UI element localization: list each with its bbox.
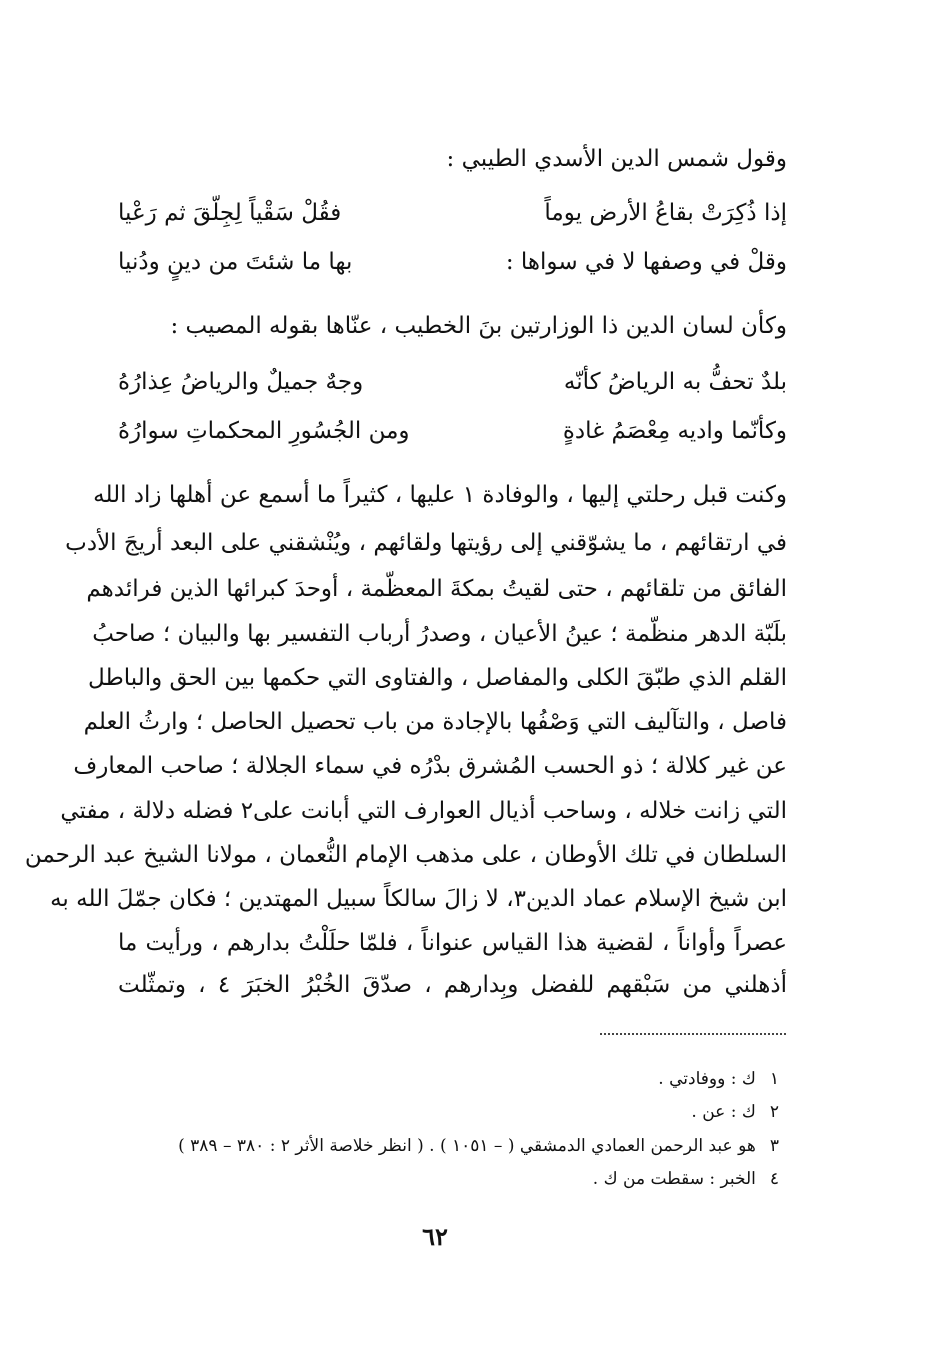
paragraph-line: عصراً وأواناً ، لقضية هذا القياس عنواناً ، فلمّا حلَلْتُ بدارهم ، ورأيت ما	[118, 930, 787, 956]
paragraph-line: السلطان في تلك الأوطان ، على مذهب الإمام النُّعمان ، مولانا الشيخ عبد الرحمن	[24, 842, 787, 868]
footnote-number: ٤	[769, 1169, 779, 1189]
footnote-separator	[600, 1033, 786, 1035]
verse-first-hemistich: بلدٌ تحفُّ به الرياضُ كأنّه	[563, 369, 787, 395]
footnote	[658, 1067, 779, 1091]
paragraph-line: في ارتقائهم ، ما يشوّقني إلى رؤيتها ولقائهم ، ويُنْشقني على البعد أريجَ الأدب	[65, 530, 787, 556]
footnote-text: هو عبد الرحمن العمادي الدمشقي ( – ١٠٥١ ) . ( انظر خلاصة الأثر ٢ : ٣٨٠ – ٣٨٩ )	[178, 1136, 756, 1156]
verse-line	[118, 365, 787, 399]
verse-line	[118, 414, 787, 448]
intro-line-1: وقول شمس الدين الأسدي الطيبي :	[446, 146, 787, 172]
paragraph-line: عن غير كلالة ؛ ذو الحسب المُشرق بدْرُه في سماء الجلالة ؛ صاحب المعارف	[73, 753, 787, 779]
intro-line-2: وكأن لسان الدين ذا الوزارتين بنَ الخطيب ، عنّاها بقوله المصيب :	[170, 313, 787, 339]
verse-second-hemistich: وجهٌ جميلٌ والرياضُ عِذارُهُ	[118, 369, 364, 395]
verse-first-hemistich: وكأنّما واديه مِعْصَمُ غادةٍ	[562, 418, 787, 444]
footnote-text: ك : ووفادتي .	[658, 1069, 756, 1089]
paragraph-line: القلم الذي طبّقَ الكلى والمفاصل ، والفتاوى التي حكمها بين الحق والباطل	[88, 665, 787, 691]
footnote-number: ٢	[769, 1102, 779, 1122]
page-number: ٦٢	[422, 1222, 448, 1251]
footnote	[691, 1100, 779, 1124]
footnote-number: ١	[769, 1069, 779, 1089]
verse-second-hemistich: ومن الجُسُورِ المحكماتِ سوارُهُ	[118, 418, 410, 444]
paragraph-line: ابن شيخ الإسلام عماد الدين٣، لا زالَ سالكاً سبيل المهتدين ؛ فكان جمّلَ الله به	[50, 886, 787, 912]
paragraph-line: التي زانت خلاله ، وساحب أذيال العوارف التي أبانت على٢ فضله دلالة ، مفتي	[60, 798, 787, 824]
verse-first-hemistich: وقلْ في وصفها لا في سواها :	[505, 249, 787, 275]
paragraph-line: الفائق من تلقائهم ، حتى لقيتُ بمكةَ المعظّمة ، أوحدَ كبرائها الذين فرائدهم	[86, 576, 787, 602]
paragraph-line: فاصل ، والتآليف التي وَصْفُها بالإجادة من باب تحصيل الحاصل ؛ وارثُ العلم	[83, 709, 787, 735]
verse-second-hemistich: بها ما شئتَ من دينٍ ودُنيا	[118, 249, 353, 275]
footnote	[593, 1167, 779, 1191]
verse-line	[118, 196, 787, 230]
verse-first-hemistich: إذا ذُكِرَتْ بقاعُ الأرض يوماً	[544, 200, 787, 226]
footnote-number: ٣	[769, 1136, 779, 1156]
paragraph-line: وكنت قبل رحلتي إليها ، والوفادة ١ عليها ، كثيراً ما أسمع عن أهلها زاد الله	[93, 482, 787, 508]
paragraph-line: بلَبّة الدهر منظّمة ؛ عينُ الأعيان ، وصدرُ أرباب التفسير بها والبيان ؛ صاحبُ	[92, 621, 787, 647]
footnote	[178, 1134, 779, 1158]
footnote-text: ك : عن .	[691, 1102, 756, 1122]
verse-line	[118, 245, 787, 279]
footnote-text: الخبر : سقطت من ك .	[592, 1169, 756, 1189]
paragraph-line: أذهلني من سَبْقهم للفضل وبِدارهم ، صدّقَ الخُبْرُ الخبَرَ ٤ ، وتمثّلت	[118, 972, 787, 998]
verse-second-hemistich: فقُلْ سَقْياً لِجِلّقَ ثم رَعْيا	[118, 200, 342, 226]
